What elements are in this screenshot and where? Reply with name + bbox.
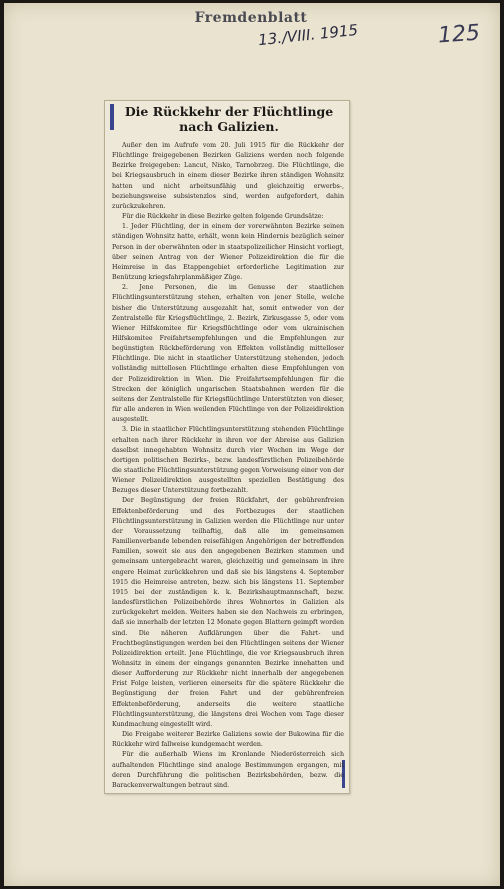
article-paragraph: Für die Rückkehr in diese Bezirke gelten folgende Grundsätze: <box>122 213 324 221</box>
newspaper-stamp: Fremdenblatt <box>194 10 308 26</box>
article-paragraph: Der Begünstigung der freien Rückfahrt, der gebührenfreien Effektenbeförderung und des Fortbezuges der staatlichen Flüchtlingsunterstützung in Galizien werden die Flüchtlinge nur unter der Voraussetzung teilhaftig, daß alle im gemeinsamen Familienverbande lebenden reisefähigen Angehörigen der betreffenden Familien, soweit sie aus den angegebenen Bezirken stammen und gemeinsam untergebracht waren, gleichzeitig und gemeinsam in ihre engere Heimat zurückkehren und daß sie bis längstens 4. September 1915 die Heimreise antreten, bezw. sich bis längstens 11. September 1915 bei der zuständigen k. k. Bezirkshauptmannschaft, bezw. landesfürstlichen Polizeibehörde ihres Wohnortes in Galizien als zurückgekehrt melden. Weiters haben sie den Nachweis zu erbringen, daß sie innerhalb der letzten 12 Monate gegen Blattern geimpft worden sind. Die näheren Aufklärungen über die Fahrt- und Frachtbegünstigungen werden bei den Flüchtlingen seitens der Wiener Polizeidirektion erteilt. Jene Flüchtlinge, die vor Kriegsausbruch ihren Wohnsitz in einem der eingangs genannten Bezirke innehatten und dieser Aufforderung zur Rückkehr nicht innerhalb der angegebenen Frist Folge leisten, verlieren einerseits für die spätere Rückkehr die Begünstigung der freien Fahrt und der gebührenfreien Effektenbeförderung, anderseits die weitere staatliche Flüchtlingsunterstützung, die längstens drei Wochen vom Tage dieser Kundmachung eingestellt wird. <box>112 497 344 728</box>
blue-pencil-mark-start <box>110 104 114 130</box>
article-headline: Die Rückkehr der Flüchtlinge nach Galizien. <box>124 104 334 134</box>
article-paragraph: Außer den im Aufrufe vom 20. Juli 1915 für die Rückkehr der Flüchtlinge freigegebenen Bezirken Galiziens werden noch folgende Bezirke freigegeben: Lancut, Nisko, Tarnobrzeg. Die Flüchtlinge, die bei Kriegsausbruch in einem dieser Bezirke ihren ständigen Wohnsitz hatten und nicht arbeitsunfähig und gleichzeitig erwerbs-, beziehungsweise subsistenzlos sind, werden aufgefordert, dahin zurückzukehren. <box>112 142 344 210</box>
article-paragraph: Die Freigabe weiterer Bezirke Galiziens sowie der Bukowina für die Rückkehr wird fallweise kundgemacht werden. <box>112 731 344 749</box>
article-body <box>112 141 344 789</box>
article-paragraph: Für die außerhalb Wiens im Kronlande Niederösterreich sich aufhaltenden Flüchtlinge sind analoge Bestimmungen ergangen, mit deren Durchführung die politischen Bezirksbehörden, bezw. die Barackenverwaltungen betraut sind. <box>112 751 344 789</box>
article-paragraph: 1. Jeder Flüchtling, der in einem der vorerwähnten Bezirke seinen ständigen Wohnsitz hatte, erhält, wenn kein Hindernis bezüglich seiner Person in der oberwähnten oder in staatspolizeilicher Hinsicht vorliegt, über seinen Antrag von der Wiener Polizeidirektion die für die Heimreise in das Etappengebiet erforderliche Legitimation zur Benützung kriegsfahrplanmäßiger Züge. <box>112 223 344 282</box>
article-paragraph: 3. Die in staatlicher Flüchtlingsunterstützung stehenden Flüchtlinge erhalten nach ihrer Rückkehr in ihren vor der Abreise aus Galizien daselbst innegehabten Wohnsitz durch vier Wochen im Wege der dortigen politischen Bezirks-, bezw. landesfürstlichen Polizeibehörde die staatliche Flüchtlingsunterstützung gegen Vorweisung einer von der Wiener Polizeidirektion ausgestellten speziellen Bestätigung des Bezuges dieser Unterstützung fortbezahlt. <box>112 426 344 495</box>
article-paragraph: 2. Jene Personen, die im Genusse der staatlichen Flüchtlingsunterstützung stehen, erhalten von jener Stelle, welche bisher die Unterstützung ausgezahlt hat, somit entweder von der Zentralstelle für Kriegsflüchtlinge, 2. Bezirk, Zirkusgasse 5, oder vom Wiener Hilfskomitee für Kriegsflüchtlinge oder vom ukrainischen Hilfskomitee Freifahrtsempfehlungen und die Empfehlungen zur begünstigten Rückbeförderung von Effekten vollständig mittelloser Flüchtlinge. Die nicht in staatlicher Unterstützung stehenden, jedoch vollständig mittellosen Flüchtlinge erhalten diese Empfehlungen von der Polizeidirektion in Wien. Die Freifahrtsempfehlungen für die Strecken der königlich ungarischen Staatsbahnen werden für die seitens der Zentralstelle für Kriegsflüchtlinge Unterstützten von dieser, für alle anderen in Wien weilenden Flüchtlinge von der Polizeidirektion ausgestellt. <box>112 284 344 424</box>
handwritten-number: 125 <box>437 20 481 49</box>
handwritten-date: 13./VIII. 1915 <box>257 20 359 50</box>
